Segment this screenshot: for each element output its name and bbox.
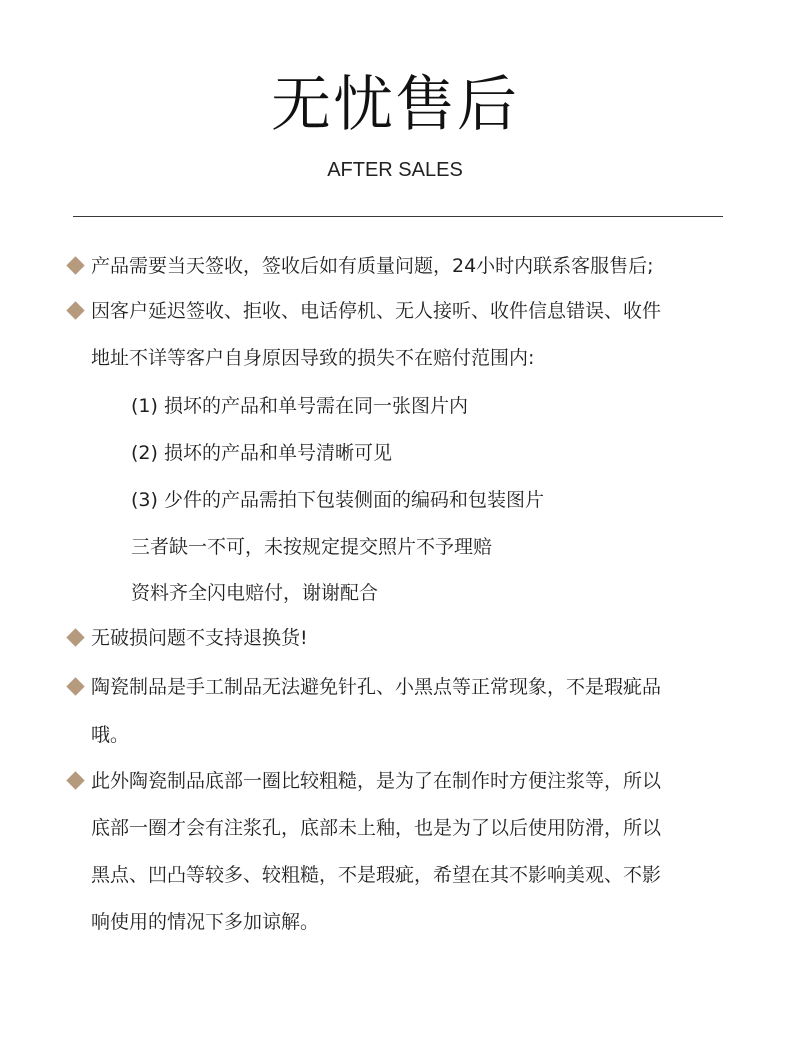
- item-5-line-4: 响使用的情况下多加谅解。: [91, 911, 320, 933]
- item-5-line-2: 底部一圈才会有注浆孔，底部未上釉，也是为了以后使用防滑，所以: [91, 817, 662, 839]
- page-subtitle: AFTER SALES: [327, 159, 463, 181]
- item-3-line-1: 无破损问题不支持退换货!: [91, 627, 308, 649]
- divider: [73, 216, 723, 217]
- sub-item-2: (2) 损坏的产品和单号清晰可见: [131, 442, 392, 464]
- page-title: 无忧售后: [271, 70, 519, 140]
- item-1-line-1: 产品需要当天签收，签收后如有质量问题，24小时内联系客服售后;: [91, 255, 654, 277]
- item-2-line-1: 因客户延迟签收、拒收、电话停机、无人接听、收件信息错误、收件: [91, 300, 662, 322]
- diamond-bullet-icon: [66, 628, 84, 646]
- diamond-bullet-icon: [66, 677, 84, 695]
- sub-note-1: 三者缺一不可，未按规定提交照片不予理赔: [131, 536, 493, 558]
- item-4-line-1: 陶瓷制品是手工制品无法避免针孔、小黑点等正常现象，不是瑕疵品: [91, 676, 662, 698]
- item-2-line-2: 地址不详等客户自身原因导致的损失不在赔付范围内:: [91, 347, 535, 369]
- item-4-line-2: 哦。: [91, 724, 130, 746]
- item-5-line-1: 此外陶瓷制品底部一圈比较粗糙，是为了在制作时方便注浆等，所以: [91, 770, 662, 792]
- sub-item-1: (1) 损坏的产品和单号需在同一张图片内: [131, 395, 468, 417]
- diamond-bullet-icon: [66, 301, 84, 319]
- sub-note-2: 资料齐全闪电赔付，谢谢配合: [131, 582, 379, 604]
- diamond-bullet-icon: [66, 771, 84, 789]
- diamond-bullet-icon: [66, 256, 84, 274]
- sub-item-3: (3) 少件的产品需拍下包装侧面的编码和包装图片: [131, 489, 544, 511]
- item-5-line-3: 黑点、凹凸等较多、较粗糙，不是瑕疵，希望在其不影响美观、不影: [91, 864, 662, 886]
